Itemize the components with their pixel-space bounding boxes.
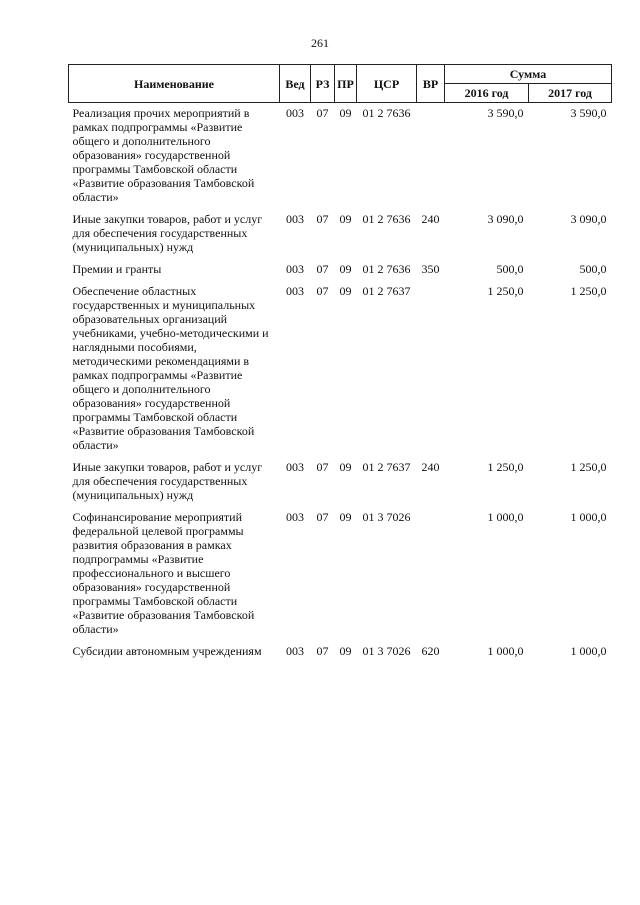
cell-pr: 09 — [339, 262, 352, 276]
cell-name: Обеспечение областных государственных и муниципальных образовательных организаций учебниками, учебно-методическими и наглядными пособиями, методическими рекомендациями в рамках подпрограммы «Развитие общего и дополнительного образования» государственной программы Тамбовской области «Развитие образования Тамбовской области» — [72, 284, 269, 452]
cell-name: Премии и гранты — [72, 262, 162, 276]
cell-ved: 003 — [286, 460, 304, 474]
header-2016: 2016 год — [445, 84, 529, 103]
cell-y2016: 1 250,0 — [487, 460, 524, 474]
cell-vr: 350 — [421, 262, 440, 276]
cell-name: Иные закупки товаров, работ и услуг для обеспечения государственных (муниципальных) нужд — [72, 460, 263, 502]
cell-csr: 01 2 7637 — [362, 284, 411, 298]
cell-rz: 07 — [316, 262, 329, 276]
cell-pr: 09 — [339, 284, 352, 298]
cell-name: Софинансирование мероприятий федеральной целевой программы развития образования в рамках подпрограммы «Развитие профессионального и высшего образования» государственной программы Тамбовской области «Развитие образования Тамбовской области» — [72, 510, 255, 636]
cell-rz: 07 — [316, 212, 329, 226]
cell-y2017: 1 250,0 — [570, 284, 607, 298]
header-rz: РЗ — [311, 65, 335, 103]
header-csr: ЦСР — [357, 65, 417, 103]
cell-y2017: 3 590,0 — [570, 106, 607, 120]
cell-vr — [417, 510, 445, 644]
table-row — [69, 212, 612, 262]
cell-y2016: 3 590,0 — [487, 106, 524, 120]
cell-y2016: 3 090,0 — [487, 212, 524, 226]
table-row — [69, 262, 612, 284]
cell-name: Реализация прочих мероприятий в рамках подпрограммы «Развитие общего и дополнительного образования» государственной программы Тамбовской области «Развитие образования Тамбовской области» — [72, 106, 255, 204]
cell-vr — [417, 284, 445, 460]
cell-y2016: 500,0 — [496, 262, 524, 276]
cell-vr: 620 — [421, 644, 440, 658]
cell-pr: 09 — [339, 106, 352, 120]
cell-pr: 09 — [339, 510, 352, 524]
header-ved: Вед — [280, 65, 311, 103]
budget-table — [68, 64, 612, 666]
table-row — [69, 510, 612, 644]
cell-name: Субсидии автономным учреждениям — [72, 644, 262, 658]
cell-rz: 07 — [316, 284, 329, 298]
cell-rz: 07 — [316, 460, 329, 474]
cell-vr: 240 — [421, 212, 440, 226]
cell-y2017: 1 000,0 — [570, 510, 607, 524]
cell-ved: 003 — [286, 644, 304, 658]
cell-rz: 07 — [316, 510, 329, 524]
cell-pr: 09 — [339, 460, 352, 474]
header-vr: ВР — [417, 65, 445, 103]
cell-pr: 09 — [339, 212, 352, 226]
cell-pr: 09 — [339, 644, 352, 658]
cell-csr: 01 3 7026 — [362, 644, 411, 658]
cell-ved: 003 — [286, 262, 304, 276]
cell-csr: 01 2 7636 — [362, 212, 411, 226]
cell-csr: 01 3 7026 — [362, 510, 411, 524]
cell-ved: 003 — [286, 212, 304, 226]
table-row — [69, 460, 612, 510]
cell-y2017: 1 000,0 — [570, 644, 607, 658]
table-row — [69, 103, 612, 213]
cell-name: Иные закупки товаров, работ и услуг для обеспечения государственных (муниципальных) нужд — [72, 212, 263, 254]
cell-y2016: 1 250,0 — [487, 284, 524, 298]
page-number: 261 — [311, 36, 329, 50]
cell-vr — [417, 103, 445, 213]
cell-y2017: 3 090,0 — [570, 212, 607, 226]
table-row — [69, 284, 612, 460]
cell-y2016: 1 000,0 — [487, 510, 524, 524]
cell-csr: 01 2 7636 — [362, 262, 411, 276]
cell-ved: 003 — [286, 284, 304, 298]
cell-rz: 07 — [316, 106, 329, 120]
cell-csr: 01 2 7637 — [362, 460, 411, 474]
cell-y2016: 1 000,0 — [487, 644, 524, 658]
cell-ved: 003 — [286, 510, 304, 524]
header-2017: 2017 год — [529, 84, 612, 103]
header-pr: ПР — [335, 65, 357, 103]
table-body — [69, 103, 612, 667]
header-sum: Сумма — [445, 65, 612, 84]
cell-y2017: 1 250,0 — [570, 460, 607, 474]
table-row — [69, 644, 612, 666]
cell-rz: 07 — [316, 644, 329, 658]
cell-csr: 01 2 7636 — [362, 106, 411, 120]
cell-vr: 240 — [421, 460, 440, 474]
cell-y2017: 500,0 — [579, 262, 607, 276]
cell-ved: 003 — [286, 106, 304, 120]
header-name: Наименование — [69, 65, 280, 103]
